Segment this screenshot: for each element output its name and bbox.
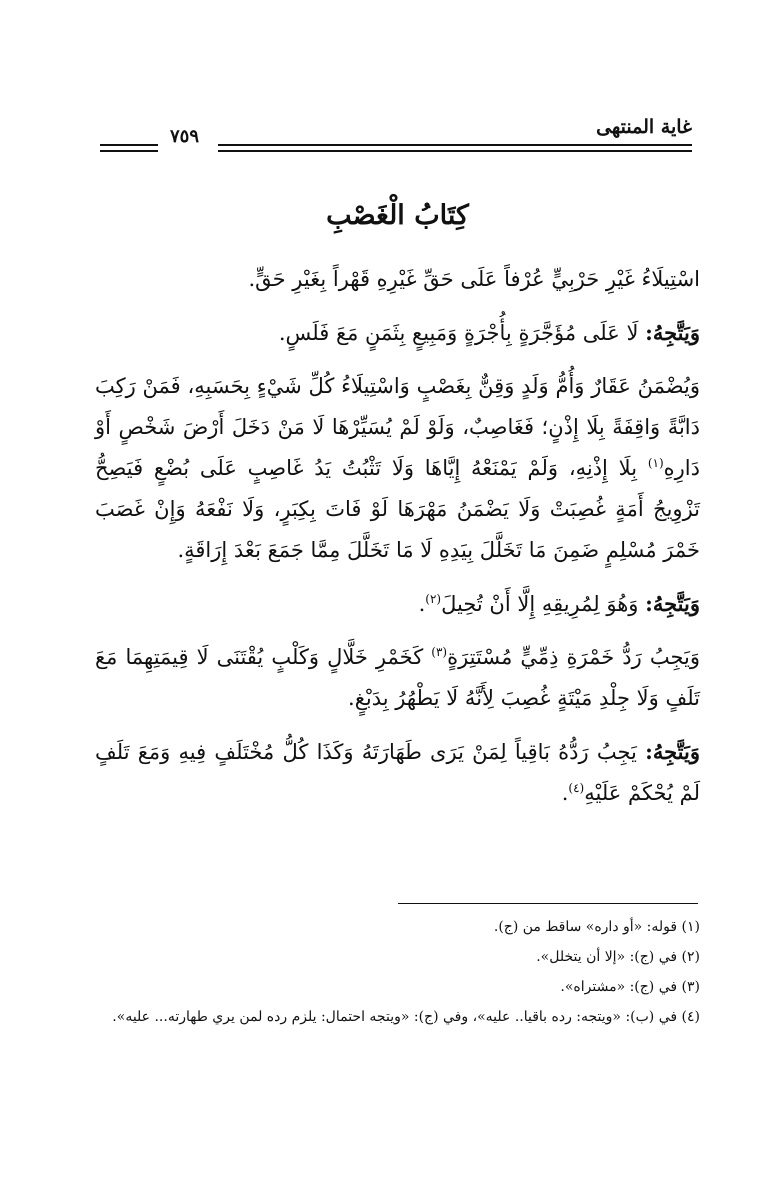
header-rule <box>100 150 158 152</box>
header-rule <box>100 144 158 146</box>
page-number: ٧٥٩ <box>170 126 200 147</box>
footnote-marker[interactable]: (٢) <box>425 592 442 606</box>
footnote-separator <box>398 903 698 904</box>
paragraph-text: وَهُوَ لِمُرِيقِهِ إِلَّا أَنْ تُحِيلَ <box>441 592 646 616</box>
paragraph-text: . <box>418 592 426 616</box>
paragraph-text: وَيَجِبُ رَدُّ خَمْرَةِ ذِمِّيٍّ مُسْتَتِرَةٍ <box>447 645 701 669</box>
footnote-marker[interactable]: (٣) <box>431 645 448 659</box>
paragraph-text: اسْتِيلَاءُ غَيْرِ حَرْبِيٍّ عُرْفاً عَلَى حَقِّ غَيْرِهِ قَهْراً بِغَيْرِ حَقٍّ. <box>248 267 700 291</box>
footnote-marker[interactable]: (١) <box>647 456 664 470</box>
paragraph-text: . <box>561 781 569 805</box>
header-rule <box>218 144 692 146</box>
paragraph-text: كَخَمْرِ خَلَّالٍ وَكَلْبٍ يُقْتَنَى لَا قِيمَتِهِمَا مَعَ تَلَفٍ وَلَا جِلْدِ مَيْتَةٍ غُصِبَ لِأَنَّهُ لَا يَطْهُرُ بِدَبْغٍ. <box>95 645 700 710</box>
paragraph-text: لَا عَلَى مُؤَجَّرَةٍ بِأُجْرَةٍ وَمَبِيعٍ بِثَمَنٍ مَعَ فَلَسٍ. <box>278 321 646 345</box>
paragraph-text: يَجِبُ رَدُّهُ بَاقِياً لِمَنْ يَرَى طَهَارَتَهُ وَكَذَا كُلُّ مُخْتَلَفٍ فِيهِ وَمَعَ تَلَفٍ لَمْ يُحْكَمْ عَلَيْهِ <box>95 740 700 805</box>
paragraph <box>95 312 700 354</box>
paragraph-lead: وَيَتَّجِهُ: <box>645 591 700 616</box>
paragraph-lead: وَيَتَّجِهُ: <box>645 320 700 345</box>
footnote: (١) قوله: «أو داره» ساقط من (ج). <box>493 919 700 935</box>
footnotes <box>95 912 700 1032</box>
paragraph <box>95 731 700 814</box>
footnote: (٣) في (ج): «مشتراه». <box>560 979 700 995</box>
paragraph-text: بِلَا إِذْنِهِ، وَلَمْ يَمْنَعْهُ إِيَّاهَا وَلَا تَثْبُتُ يَدُ غَاصِبٍ عَلَى بُضْعٍ فَيَصِحُّ تَزْوِيجُ أَمَةٍ غُصِبَتْ وَلَا يَضْمَنُ مَهْرَهَا لَوْ فَاتَ بِكِبَرٍ، وَلَا نَفْعَهُ وَإِنْ غَصَبَ خَمْرَ مُسْلِمٍ ضَمِنَ مَا تَخَلَّلَ بِيَدِهِ لَا مَا تَخَلَّلَ مِمَّا جَمَعَ بَعْدَ إِرَاقَةٍ. <box>95 456 700 562</box>
paragraph-text: وَيُضْمَنُ عَقَارٌ وَأُمُّ وَلَدٍ وَقِنٌّ بِغَصْبٍ وَاسْتِيلَاءُ كُلِّ شَيْءٍ بِحَسَبِهِ، فَمَنْ رَكِبَ دَابَّةً وَاقِفَةً بِلَا إِذْنٍ؛ فَغَاصِبٌ، وَلَوْ لَمْ يُسَيِّرْهَا لَا مَنْ دَخَلَ أَرْضَ شَخْصٍ أَوْ دَارِهِ <box>95 374 700 480</box>
page-header <box>100 108 692 158</box>
footnote-marker[interactable]: (٤) <box>568 781 585 795</box>
header-rule <box>218 150 692 152</box>
footnote: (٢) في (ج): «إلا أن يتخلل». <box>536 949 700 965</box>
paragraph <box>95 366 700 571</box>
footnote: (٤) في (ب): «ويتجه: رده باقيا.. عليه»، وفي (ج): «ويتجه احتمال: يلزم رده لمن يري طهارته... عليه». <box>112 1009 700 1025</box>
main-text <box>95 200 700 826</box>
running-title: غاية المنتهى <box>596 116 692 138</box>
paragraph <box>95 259 700 300</box>
chapter-title: كِتَابُ الْغَصْبِ <box>326 200 469 231</box>
paragraph <box>95 583 700 625</box>
paragraph <box>95 637 700 719</box>
paragraph-lead: وَيَتَّجِهُ: <box>645 739 700 764</box>
